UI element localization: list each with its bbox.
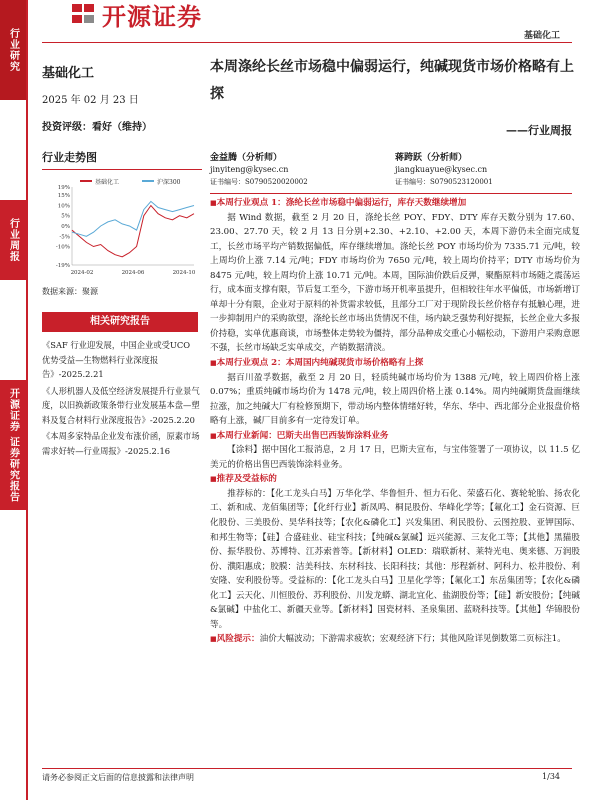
- y-tick-label: 0%: [61, 224, 70, 230]
- brand-logo: [70, 0, 202, 31]
- report-type: ——行业周报: [506, 124, 572, 137]
- analyst-email[interactable]: jiangkuayue@kysec.cn: [395, 165, 488, 174]
- sidebar-label-bottom: 开源证券 证券研究报告: [0, 380, 26, 510]
- header-category: 基础化工: [523, 31, 560, 41]
- brand-name: 开源证券: [102, 2, 202, 31]
- sidebar-rule: [26, 0, 28, 800]
- y-tick-label: 19%: [57, 185, 70, 191]
- risk-title: ■ 风险提示：: [210, 634, 260, 644]
- series-line-industry: [72, 206, 194, 257]
- sidebar-label-mid: 行业周报: [0, 200, 26, 280]
- related-reports-list: [42, 338, 200, 460]
- related-report-item[interactable]: 《人形机器人及低空经济发展提升行业景气度，以旧换新政策条带行业发展基本盘—塑料及复合材料行业深度报告》-2025.2.20: [42, 385, 200, 425]
- risk-text: 油价大幅波动；下游需求疲软；宏观经济下行；其他风险详见倒数第二页标注1。: [259, 634, 566, 645]
- page-number: 1/34: [542, 772, 560, 781]
- y-tick-label: 5%: [61, 213, 70, 220]
- footer-rule: [42, 768, 572, 769]
- sidebar-label-top: 行业研究: [0, 0, 26, 100]
- point-2-title: ■ 本周行业观点 2：本周国内纯碱现货市场价格略有上探: [210, 356, 580, 371]
- x-tick-label: 2024-02: [70, 270, 94, 276]
- analyst-name: 蒋跨跃（分析师）: [395, 153, 468, 163]
- y-tick-label: 10%: [57, 203, 70, 210]
- point-2-text: 据百川盈孚数据，截至 2 月 20 日，轻质纯碱市场均价为 1388 元/吨，较上周四价格上涨 0.07%；重质纯碱市场均价为 1478 元/吨，较上周四价格上涨 0.14%。周内纯碱期货盘面继续拉涨，加之纯碱大厂有检修预期下，带动场内整体情绪好转，华东、华中、西北部分企业报盘价格略有上涨，碱厂目前多有一定待发订单。: [210, 372, 580, 427]
- chart-source: 数据来源：聚源: [42, 287, 98, 296]
- related-report-item[interactable]: 《SAF 行业迎发展，中国企业或受UCO 优势受益—生物燃料行业深度报告》-2025.2.21: [42, 340, 191, 379]
- y-tick-label: -10%: [55, 244, 70, 251]
- sidebar: [0, 0, 33, 800]
- trend-chart: [42, 175, 198, 283]
- series-line-csi300: [72, 201, 194, 236]
- industry-name: 基础化工: [42, 66, 95, 81]
- trend-rule: [42, 169, 202, 170]
- related-report-item[interactable]: 《本周多家特品企业发布涨价函，原素市场需求好转—行业周报》-2025.2.16: [42, 431, 200, 456]
- y-tick-label: 15%: [57, 193, 70, 200]
- analyst-card: [210, 152, 395, 188]
- x-tick-label: 2024-10: [172, 270, 196, 276]
- footer-disclaimer[interactable]: 请务必参阅正文后面的信息披露和法律声明: [42, 773, 194, 782]
- report-body: [210, 196, 580, 647]
- y-tick-label: -5%: [59, 234, 70, 241]
- trend-chart-svg: [42, 175, 198, 283]
- left-column: [42, 50, 202, 170]
- analyst-card: [395, 152, 580, 188]
- x-tick-label: 2024-06: [121, 270, 145, 276]
- analyst-rule: [210, 193, 572, 194]
- report-title: 本周涤纶长丝市场稳中偏弱运行，纯碱现货市场价格略有上探: [210, 59, 574, 102]
- investment-rating: 投资评级：看好（维持）: [42, 122, 152, 133]
- news-title: ■ 本周行业新闻：巴斯夫出售巴西装饰涂料业务: [210, 429, 580, 444]
- recommend-text: 推荐标的：【化工龙头白马】万华化学、华鲁恒升、恒力石化、荣盛石化、赛轮轮胎、扬农化工、新和成、龙佰集团等；【化纤行业】新凤鸣、桐昆股份、华峰化学等；【氟化工】金石资源、巨化股份、三美股份、昊华科技等；【农化&磷化工】兴发集团、利民股份、云图控股、亚钾国际、和邦生物等；【硅】合盛硅业、硅宝科技；【纯碱&氯碱】远兴能源、三友化工等；【其他】黑猫股份、振华股份、苏博特、江苏索普等。【新材料】OLED：瑞联新材、莱特光电、奥来德、万润股份、濮阳惠成；胶膜：洁美科技、东材科技、长阳科技；其他：彤程新材、阿科力、松井股份、利安隆、安利股份等。受益标的：【化工龙头白马】卫星化学等；【氟化工】东岳集团等；【农化&磷化工】云天化、川恒股份、苏利股份、川发龙蟒、湖北宜化、盐湖股份等；【硅】新安股份；【纯碱&氯碱】中盐化工、新疆天业等。【新材料】国瓷材料、圣泉集团、蓝晓科技等。【其他】华锦股份等。: [210, 488, 580, 630]
- news-text: 【涂料】据中国化工报消息，2 月 17 日，巴斯夫宣布，与宝伟签署了一项协议，以 11.5 亿美元的价格出售巴西装饰涂料业务。: [210, 445, 580, 470]
- point-1-text: 据 Wind 数据，截至 2 月 20 日，涤纶长丝 POY、FDY、DTY 库存天数分别为 17.60、23.00、27.70 天，较 2 月 13 日分别+2.30、+2.10、+2.00 天，本周下游仍未全面完成复工，长丝市场平均产销数据偏低，库存继续增加。涤纶长丝 POY 市场均价为 7335.71 元/吨，较上周均价上涨 7.14 元/吨；FDY 市场均价为 7650 元/吨，较上周均价持平；DTY 市场均价为 8475 元/吨，较上周均价上涨 10.71 元/吨。本周，国际油价跌后反弹，聚酯原料市场随之震荡运行，成本面支撑有限，节后复工至今，下游市场开机率虽提升，但相较往年水平偏低，市场新增订单却十分有限，企业对于原料的补货需求较低，且部分工厂对于现阶段长丝价格存有抵触心理，进一步抑制用户的采购欲望，涤纶长丝市场出货情况不佳，场内缺乏强势利好提振，长丝企业大多报价持稳，实单优惠商谈，市场整体走势较为僵持，部分品种成交重心小幅松动，下游用户采购意愿不强，长丝市场缺乏实单成交，产销数据清淡。: [210, 212, 580, 354]
- analyst-email[interactable]: jinyiteng@kysec.cn: [210, 165, 289, 174]
- header-rule: [42, 42, 572, 43]
- analysts: [210, 152, 580, 188]
- analyst-cert: 证书编号：S0790523120001: [395, 178, 493, 186]
- recommend-title: ■ 推荐及受益标的: [210, 472, 580, 487]
- brand-mark-icon: [70, 2, 96, 26]
- analyst-cert: 证书编号：S0790520020002: [210, 178, 308, 186]
- point-1-title: ■ 本周行业观点 1：涤纶长丝市场稳中偏弱运行，库存天数继续增加: [210, 196, 580, 211]
- report-date: 2025 年 02 月 23 日: [42, 95, 139, 106]
- legend-label: 基础化工: [95, 179, 120, 186]
- trend-title: 行业走势图: [42, 151, 97, 164]
- analyst-name: 金益腾（分析师）: [210, 153, 283, 163]
- legend-label: 沪深300: [157, 179, 181, 186]
- y-tick-label: -19%: [55, 263, 70, 269]
- related-reports-title: 相关研究报告: [42, 312, 198, 332]
